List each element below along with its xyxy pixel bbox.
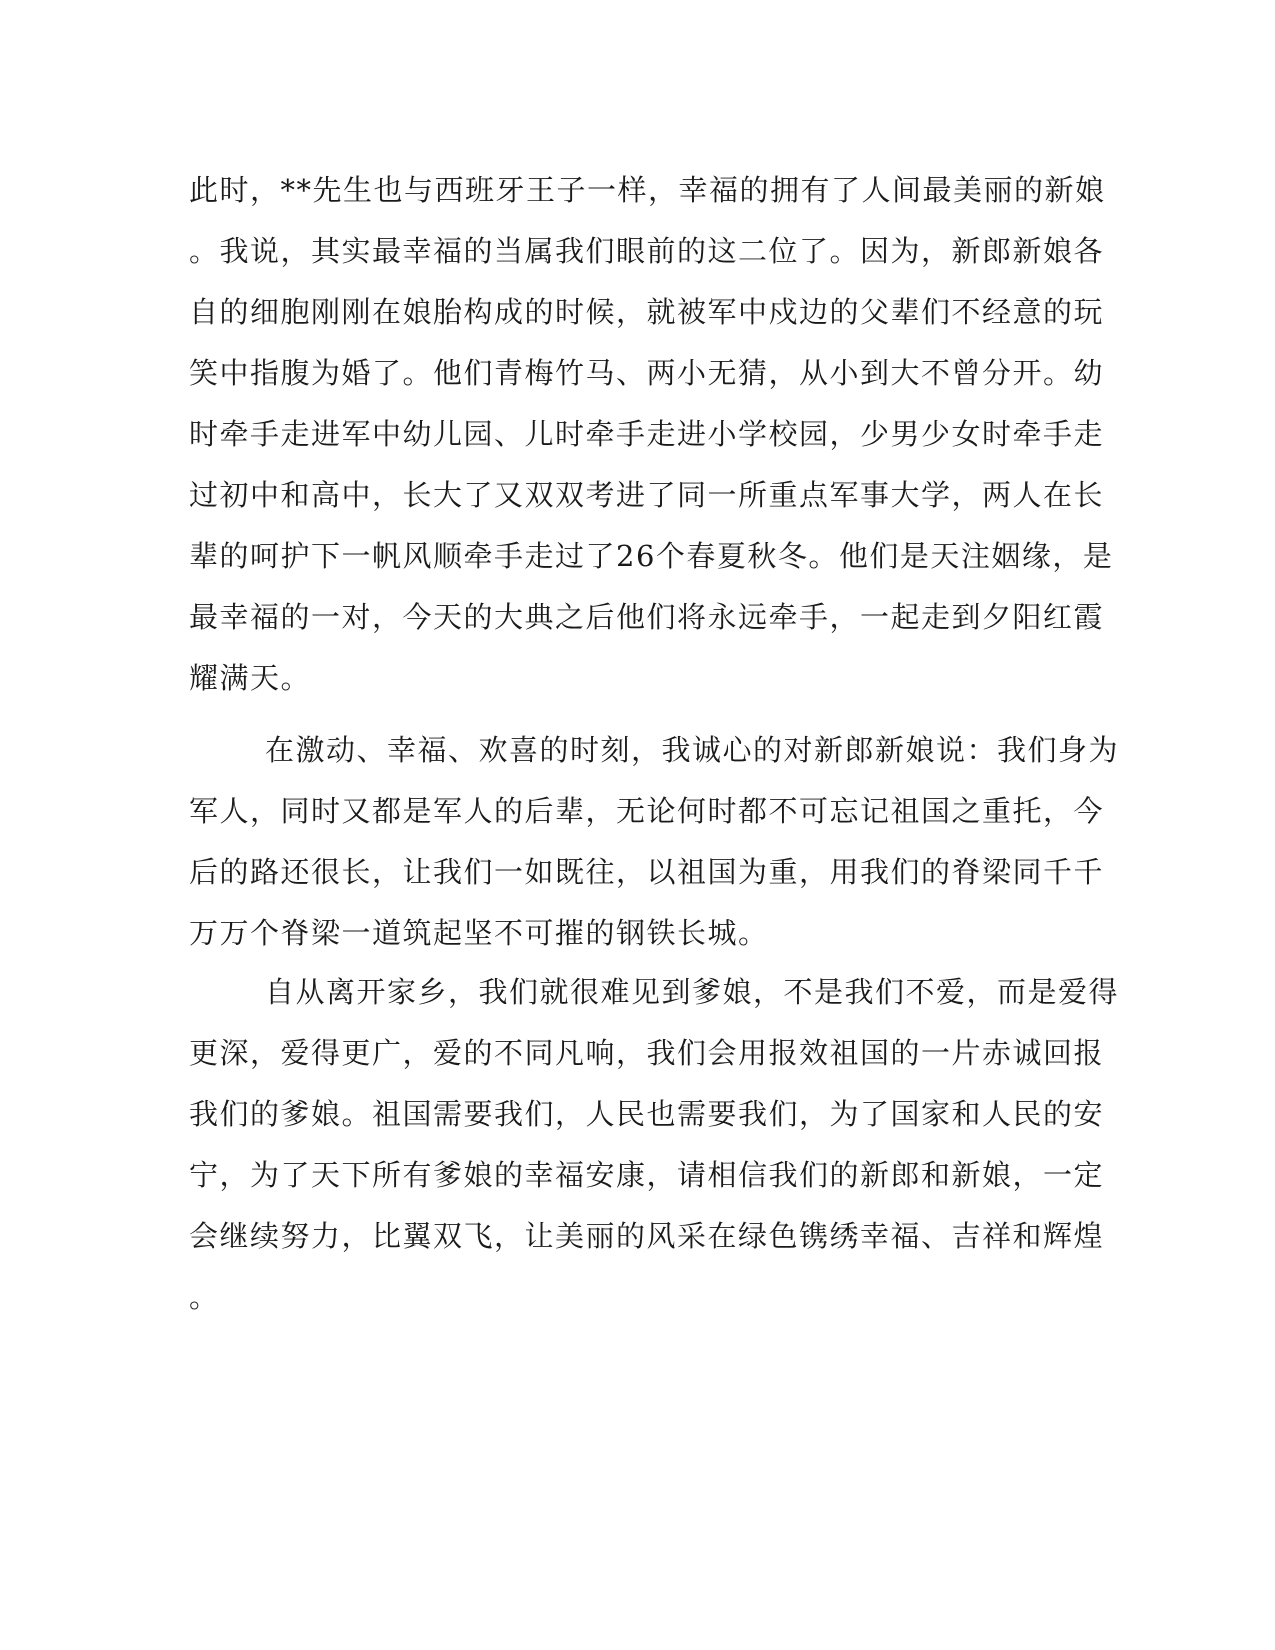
paragraph-line: 此时，**先生也与西班牙王子一样，幸福的拥有了人间最美丽的新娘	[189, 173, 1106, 207]
paragraph-line: 自从离开家乡，我们就很难见到爹娘，不是我们不爱，而是爱得	[265, 975, 1120, 1009]
paragraph-line: 自的细胞刚刚在娘胎构成的时候，就被军中戍边的父辈们不经意的玩	[189, 295, 1105, 329]
paragraph-line: 耀满天。	[189, 661, 312, 695]
paragraph-line: 我们的爹娘。祖国需要我们，人民也需要我们，为了国家和人民的安	[189, 1097, 1105, 1131]
paragraph-line: 。我说，其实最幸福的当属我们眼前的这二位了。因为，新郎新娘各	[189, 234, 1105, 268]
paragraph-line: 后的路还很长，让我们一如既往，以祖国为重，用我们的脊梁同千千	[189, 855, 1105, 889]
paragraph-line: 军人，同时又都是军人的后辈，无论何时都不可忘记祖国之重托，今	[189, 794, 1105, 828]
paragraph-3	[189, 962, 1120, 1328]
paragraph-line: 会继续努力，比翼双飞，让美丽的风采在绿色镌绣幸福、吉祥和辉煌	[189, 1219, 1105, 1253]
paragraph-line: 。	[189, 1280, 220, 1314]
paragraph-line: 辈的呵护下一帆风顺牵手走过了26个春夏秋冬。他们是天注姻缘，是	[189, 539, 1114, 573]
paragraph-line: 过初中和高中，长大了又双双考进了同一所重点军事大学，两人在长	[189, 478, 1105, 512]
paragraph-2	[189, 720, 1120, 964]
paragraph-line: 万万个脊梁一道筑起坚不可摧的钢铁长城。	[189, 916, 769, 950]
paragraph-line: 更深，爱得更广，爱的不同凡响，我们会用报效祖国的一片赤诚回报	[189, 1036, 1105, 1070]
paragraph-line: 最幸福的一对，今天的大典之后他们将永远牵手，一起走到夕阳红霞	[189, 600, 1105, 634]
paragraph-1	[189, 160, 1114, 709]
paragraph-line: 在激动、幸福、欢喜的时刻，我诚心的对新郎新娘说：我们身为	[265, 733, 1120, 767]
paragraph-line: 宁，为了天下所有爹娘的幸福安康，请相信我们的新郎和新娘，一定	[189, 1158, 1105, 1192]
paragraph-line: 笑中指腹为婚了。他们青梅竹马、两小无猜，从小到大不曾分开。幼	[189, 356, 1105, 390]
paragraph-line: 时牵手走进军中幼儿园、儿时牵手走进小学校园，少男少女时牵手走	[189, 417, 1105, 451]
